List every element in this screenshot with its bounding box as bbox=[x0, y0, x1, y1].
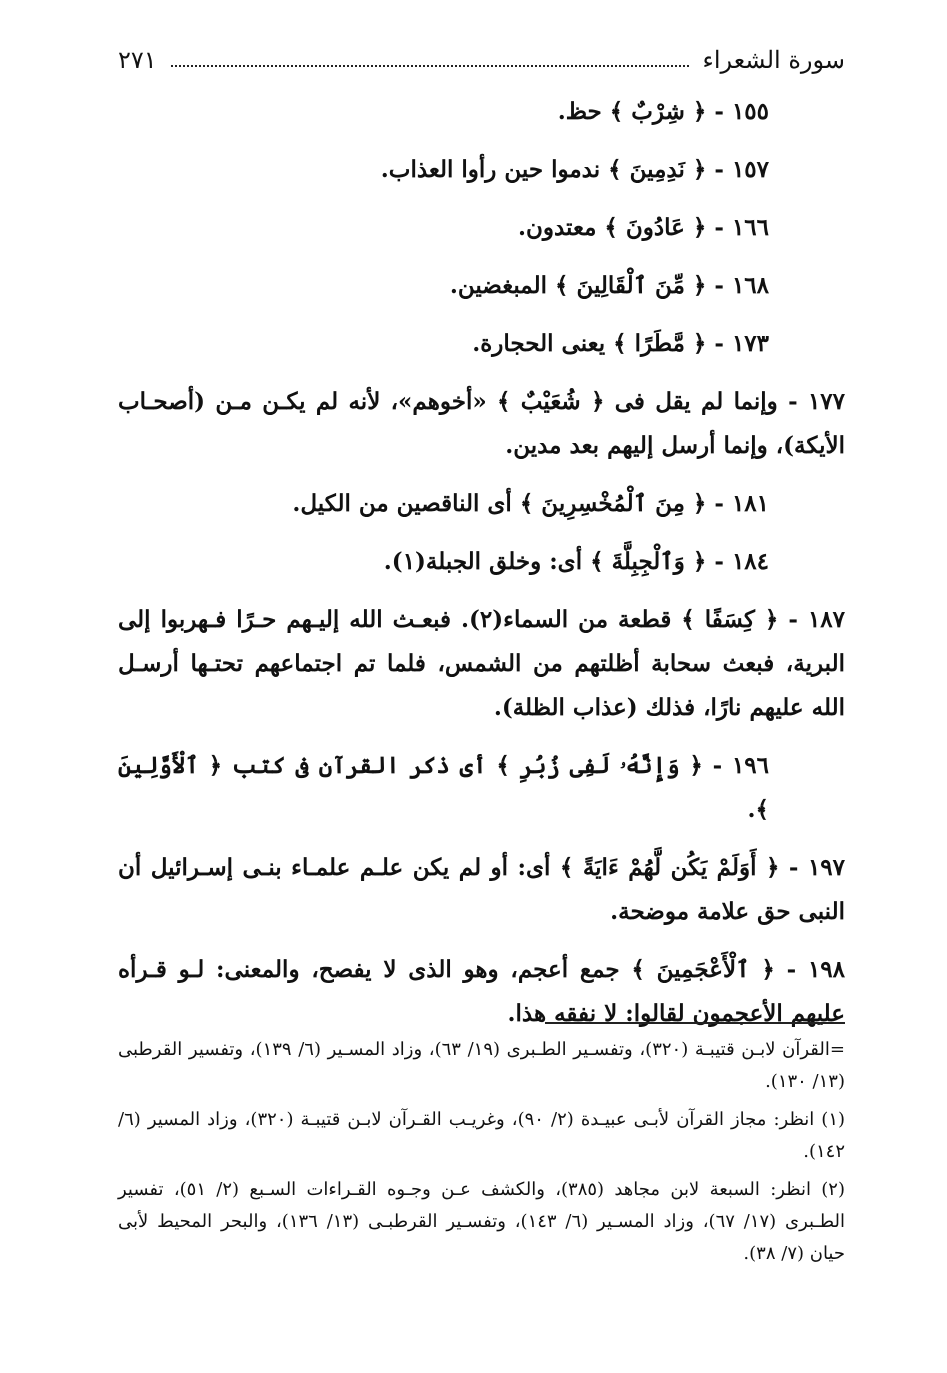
header-dotted-leader bbox=[171, 65, 689, 67]
entry-187: ١٨٧ - ﴿ كِسَفًا ﴾ قطعة من السماء(٢). فبعـث الله إليـهم حـرًا فـهربوا إلى البرية، فبعث سحابة أظلتهم من الشمس، فلما تم اجتماعهم تحتـها أرسـل الله عليهم نارًا، فذلك (عذاب الظلة). bbox=[118, 606, 845, 721]
page-number: ٢٧١ bbox=[118, 46, 157, 74]
footnote-1: (١) انظر: مجاز القرآن لأبـى عبيـدة (٢/ ٩٠)، وغريـب القـرآن لابـن قتيبـة (٣٢٠)، وزاد المسير (٦/ ١٤٢). bbox=[118, 1109, 846, 1162]
footnote-separator bbox=[545, 1022, 845, 1024]
entry-184: ١٨٤ - ﴿ وَٱلْجِبِلَّةَ ﴾ أى: وخلق الجبلة(١). bbox=[383, 548, 769, 575]
entry-155: ١٥٥ - ﴿ شِرْبٌ ﴾ حظ. bbox=[557, 98, 769, 125]
entry-157: ١٥٧ - ﴿ نَدِمِينَ ﴾ ندموا حين رأوا العذاب. bbox=[380, 156, 769, 183]
entry-197: ١٩٧ - ﴿ أَوَلَمْ يَكُن لَّهُمْ ءَايَةً ﴾ أى: أو لم يكن علـم علمـاء بنـى إسـرائيل أن النبى حق علامة موضحة. bbox=[118, 854, 845, 925]
entry-196: ١٩٦ - ﴿ وَإِنَّهُۥ لَفِى زُبُرِ ﴾ أى ذكر القرآن فى كتب ﴿ ٱلْأَوَّلِينَ ﴾. bbox=[118, 752, 769, 823]
main-text bbox=[118, 90, 845, 1050]
entry-173: ١٧٣ - ﴿ مَّطَرًا ﴾ يعنى الحجارة. bbox=[472, 330, 769, 357]
footnote-2: (٢) انظر: السبعة لابن مجاهد (٣٨٥)، والكشف عـن وجـوه القـراءات السـبع (٢/ ٥١)، تفسير الطـبرى (١٧/ ٦٧)، وزاد المسـير (٦/ ١٤٣)، وتفسـير القرطبـى (١٣/ ١٣٦)، والبحر المحيط لأبى حيان (٧/ ٣٨). bbox=[118, 1179, 846, 1264]
entry-177: ١٧٧ - وإنما لم يقل فى ﴿ شُعَيْبٌ ﴾ «أخوهم»، لأنه لم يكـن مـن (أصحـاب الأيكة)، وإنما أرسل إليهم بعد مدين. bbox=[118, 388, 845, 459]
footnotes bbox=[118, 1034, 845, 1276]
entry-168: ١٦٨ - ﴿ مِّنَ ٱلْقَالِينَ ﴾ المبغضين. bbox=[449, 272, 769, 299]
surah-title: سورة الشعراء bbox=[702, 46, 845, 74]
footnote-continuation: =القرآن لابـن قتيبـة (٣٢٠)، وتفسـير الطـبرى (١٩/ ٦٣)، وزاد المسـير (٦/ ١٣٩)، وتفسير القرطبى (١٣/ ١٣٠). bbox=[118, 1039, 845, 1092]
page-header bbox=[118, 40, 845, 80]
entry-181: ١٨١ - ﴿ مِنَ ٱلْمُخْسِرِينَ ﴾ أى الناقصين من الكيل. bbox=[292, 490, 769, 517]
entry-166: ١٦٦ - ﴿ عَادُونَ ﴾ معتدون. bbox=[517, 214, 769, 241]
entry-198: ١٩٨ - ﴿ ٱلْأَعْجَمِينَ ﴾ جمع أعجم، وهو الذى لا يفصح، والمعنى: لـو قـرأه عليهم الأعجمون لقالوا: لا نفقه هذا. bbox=[118, 956, 845, 1027]
